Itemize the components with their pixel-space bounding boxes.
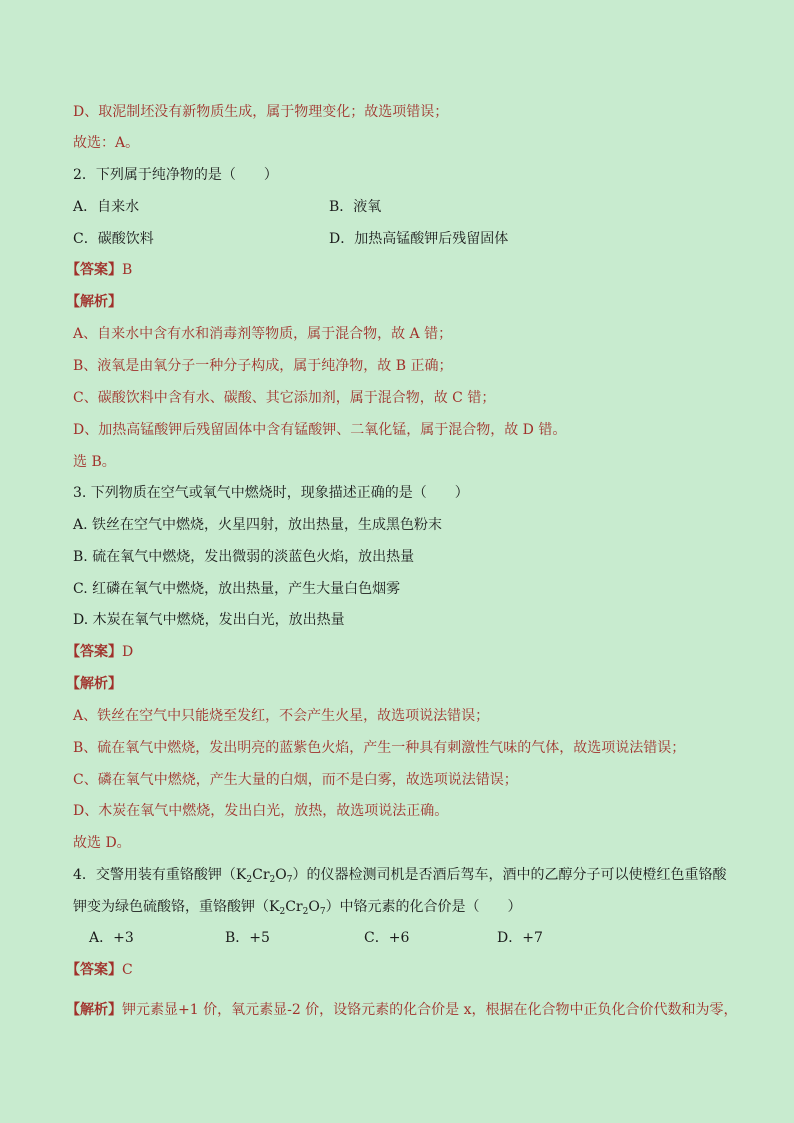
q3-analysis-tag: 【解析】	[66, 676, 122, 692]
answer-tag: 【答案】	[66, 644, 122, 660]
analysis-tag: 【解析】	[66, 1002, 122, 1018]
answer-tag: 【答案】	[66, 262, 122, 278]
formula-subscript: 7	[319, 907, 326, 917]
stem-text: ）中铬元素的化合价是（ ）	[325, 899, 522, 915]
q2-analysis-b: B、液氧是由氧分子一种分子构成，属于纯净物，故 B 正确；	[73, 358, 453, 374]
answer-value: C	[122, 962, 133, 978]
q2-option-b: B．液氧	[329, 199, 382, 215]
formula-subscript: 2	[302, 907, 309, 917]
q2-analysis-d: D、加热高锰酸钾后残留固体中含有锰酸钾、二氧化锰，属于混合物，故 D 错。	[73, 422, 567, 438]
q4-option-d: D．+7	[497, 930, 543, 946]
q4-answer	[66, 960, 133, 980]
answer-value: B	[122, 262, 133, 278]
formula-subscript: 2	[279, 907, 286, 917]
formula-element: O	[275, 867, 287, 883]
q3-option-b: B. 硫在氧气中燃烧，发出微弱的淡蓝色火焰，放出热量	[73, 549, 415, 565]
q4-option-a: A．+3	[89, 930, 134, 946]
q4-option-c: C．+6	[364, 930, 410, 946]
answer-tag: 【答案】	[66, 962, 122, 978]
q1-option-d-analysis: D、取泥制坯没有新物质生成，属于物理变化；故选项错误；	[73, 104, 449, 120]
q3-option-a: A. 铁丝在空气中燃烧，火星四射，放出热量，生成黑色粉末	[73, 517, 443, 533]
q3-option-c: C. 红磷在氧气中燃烧，放出热量，产生大量白色烟雾	[73, 581, 401, 597]
q2-answer	[66, 260, 132, 280]
q4-stem-line2	[73, 897, 522, 917]
formula-subscript: 2	[269, 875, 276, 885]
q4-option-b: B．+5	[225, 930, 270, 946]
formula-element: O	[308, 899, 320, 915]
q2-option-a: A．自来水	[73, 199, 140, 215]
q3-option-d: D. 木炭在氧气中燃烧，发出白光，放出热量	[73, 612, 345, 628]
stem-text: 4．交警用装有重铬酸钾（K	[73, 867, 247, 883]
analysis-text: 钾元素显+1 价，氧元素显-2 价，设铬元素的化合价是 x，根据在化合物中正负化合价代数和为零，	[122, 1002, 738, 1018]
q3-choice: 故选 D。	[73, 835, 131, 851]
stem-text: ）的仪器检测司机是否酒后驾车，酒中的乙醇分子可以使橙红色重铬酸	[292, 867, 727, 883]
q2-choice: 选 B。	[73, 454, 116, 470]
q2-analysis-a: A、自来水中含有水和消毒剂等物质，属于混合物，故 A 错；	[73, 326, 453, 342]
q3-stem: 3. 下列物质在空气或氧气中燃烧时，现象描述正确的是（ ）	[73, 485, 469, 501]
formula-subscript: 2	[246, 875, 253, 885]
q1-choice: 故选：A。	[73, 135, 140, 151]
q3-analysis-c: C、磷在氧气中燃烧，产生大量的白烟，而不是白雾，故选项说法错误；	[73, 772, 518, 788]
answer-value: D	[122, 644, 134, 660]
q2-stem: 2．下列属于纯净物的是（ ）	[73, 167, 278, 183]
stem-text: 钾变为绿色硫酸铬，重铬酸钾（K	[73, 899, 280, 915]
q3-analysis-b: B、硫在氧气中燃烧，发出明亮的蓝紫色火焰，产生一种具有刺激性气味的气体，故选项说法错误；	[73, 740, 686, 756]
q2-option-c: C．碳酸饮料	[73, 231, 154, 247]
q4-analysis	[66, 1000, 738, 1020]
q2-option-d: D．加热高锰酸钾后残留固体	[329, 231, 509, 247]
formula-element: Cr	[252, 867, 270, 883]
formula-element: Cr	[285, 899, 303, 915]
q3-answer	[66, 642, 133, 662]
formula-subscript: 7	[286, 875, 293, 885]
q2-analysis-tag: 【解析】	[66, 294, 122, 310]
q3-analysis-d: D、木炭在氧气中燃烧，发出白光，放热，故选项说法正确。	[73, 803, 449, 819]
q3-analysis-a: A、铁丝在空气中只能烧至发红，不会产生火星，故选项说法错误；	[73, 708, 490, 724]
q4-stem-line1	[73, 865, 726, 885]
q2-analysis-c: C、碳酸饮料中含有水、碳酸、其它添加剂，属于混合物，故 C 错；	[73, 390, 496, 406]
